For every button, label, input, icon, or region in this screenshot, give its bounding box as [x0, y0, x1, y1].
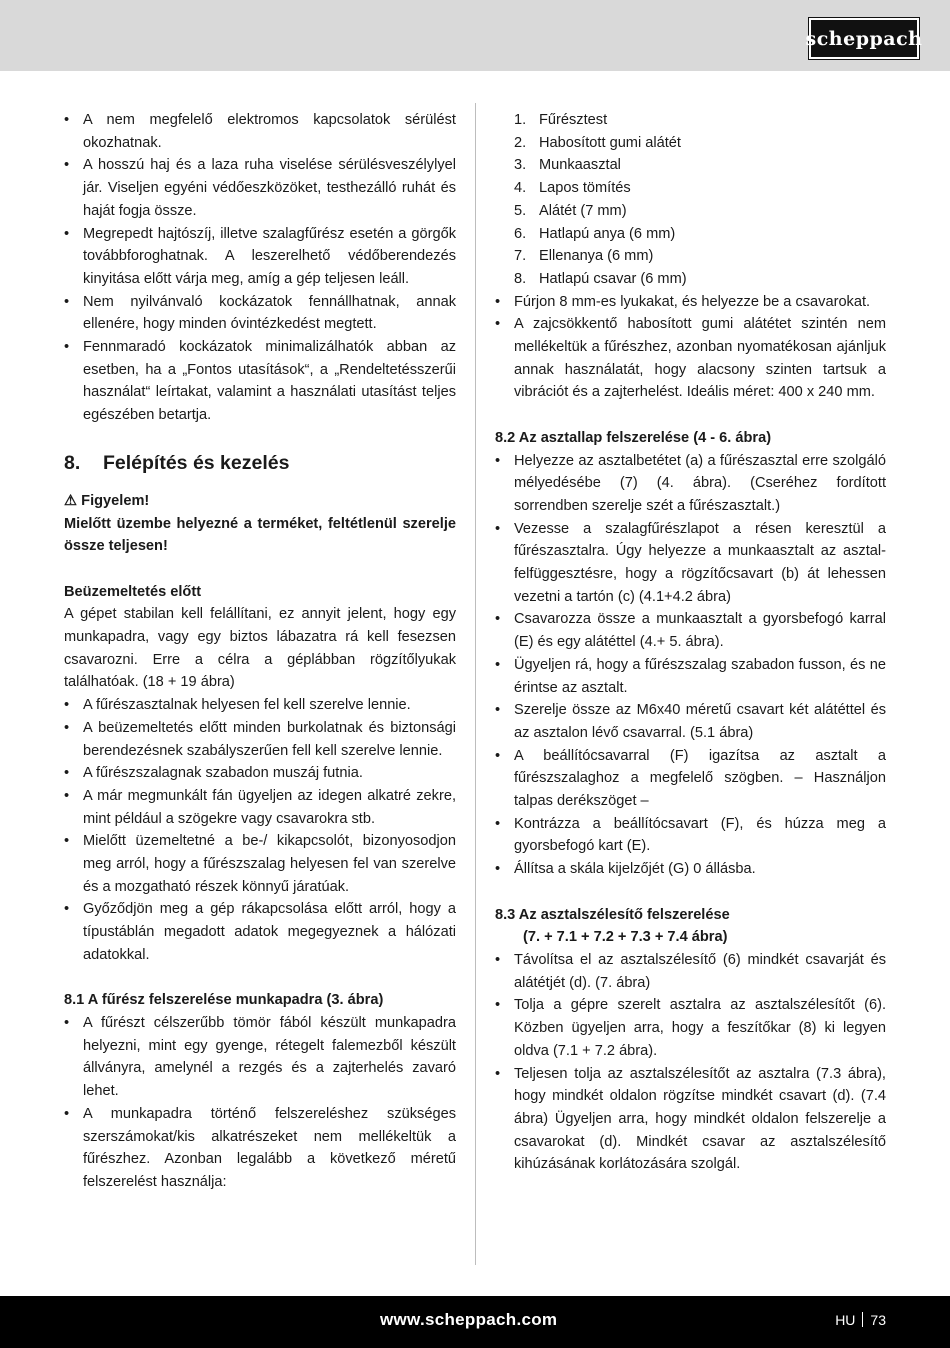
list-item: 8. Hatlapú csavar (6 mm)	[514, 270, 687, 287]
table-extension-list	[495, 949, 886, 1176]
subsection-heading: 8.1 A fűrész felszerelése munkapadra (3. ábra)	[64, 992, 384, 1009]
section-title: Felépítés és kezelés	[103, 451, 290, 474]
warning-icon: ⚠	[64, 492, 78, 509]
list-item: • Nem nyilvánvaló kockázatok fennállhatnak, annak ellenére, hogy minden óvintézkedést megtett.	[64, 291, 456, 336]
column-divider	[475, 103, 476, 1265]
list-item: • Vezesse a szalagfűrészlapot a résen keresztül a fűrészasztalra. Úgy helyezze a munkaasztalt az asztal-felfüggesztésre, hogy a rögzítőcsavart (b) át lehessen vezetni a tartón (c) (4.1+4.2 ábra)	[495, 518, 886, 609]
list-item: • Teljesen tolja az asztalszélesítőt az asztalra (7.3 ábra), hogy mindkét oldalon rögzítse mindkét csavart (d). (7.4 ábra) Ügyeljen arra, hogy mindkét oldalon felszerelje a csavarokat (d). Mindkét csavar az asztalszélesítő kihúzásának korlátozására szolgál.	[495, 1063, 886, 1177]
safety-list	[64, 109, 456, 427]
list-item: • A beállítócsavarral (F) igazítsa az asztalt a fűrészszalaghoz a megfelelő szögben. – Használjon talpas derékszöget –	[495, 745, 886, 813]
list-item: • Mielőtt üzemeltetné a be-/ kikapcsolót, bizonyosodjon meg arról, hogy a fűrészszalag helyesen fel van szerelve és a mozgatható részek könnyű járatúak.	[64, 830, 456, 898]
brand-logo: scheppach	[809, 18, 919, 59]
page-number: 73	[870, 1312, 886, 1328]
list-item: 1. Fűrésztest	[514, 112, 608, 128]
subsection-heading: 8.2 Az asztallap felszerelése (4 - 6. ábra)	[495, 429, 772, 446]
list-item: • Ügyeljen rá, hogy a fűrészszalag szabadon fusson, és ne érintse az asztalt.	[495, 654, 886, 699]
list-item: • A zajcsökkentő habosított gumi alátétet szintén nem mellékeltük a fűrészhez, azonban nyomatékosan ajánljuk annak használatát, hogy alacsony szinten tartsuk a vibrációt és a zajterhelést. Ideális méret: 400 x 240 mm.	[495, 313, 886, 404]
separator	[862, 1312, 863, 1327]
before-list	[64, 694, 456, 966]
list-item: • Helyezze az asztalbetétet (a) a fűrészasztal erre szolgáló mélyedésébe (7) (4. ábra). (Cseréhez fordított sorrendben szerelje szét a fűrészasztalt.)	[495, 450, 886, 518]
list-item: 2. Habosított gumi alátét	[514, 134, 681, 151]
subsection-heading-figures: (7. + 7.1 + 7.2 + 7.3 + 7.4 ábra)	[523, 929, 728, 946]
page-footer	[0, 1296, 950, 1348]
page-indicator	[835, 1312, 886, 1328]
list-item: 5. Alátét (7 mm)	[514, 202, 627, 219]
page-header	[0, 0, 950, 71]
list-item: • A fűrészasztalnak helyesen fel kell szerelve lennie.	[64, 694, 456, 717]
warning-heading	[64, 490, 456, 513]
right-column	[495, 109, 886, 1176]
list-item: • A fűrészt célszerűbb tömör fából készült munkapadra helyezni, mint egy gyenge, rétegelt falemezből készült állványra, amelynél a rezgés és a zajterhelés zavaró lehet.	[64, 1012, 456, 1103]
list-item: • Fúrjon 8 mm-es lyukakat, és helyezze be a csavarokat.	[495, 291, 886, 314]
section-number: 8.	[64, 451, 81, 474]
section-heading	[64, 450, 456, 476]
before-heading: Beüzemeltetés előtt	[64, 583, 202, 600]
table-mount-list	[495, 450, 886, 881]
list-item: • A beüzemeltetés előtt minden burkolatnak és biztonsági berendezésnek szabályszerűen fell kell szerelve lennie.	[64, 717, 456, 762]
list-item: 4. Lapos tömítés	[514, 180, 631, 197]
list-item: 3. Munkaasztal	[514, 157, 621, 174]
list-item: • Csavarozza össze a munkaasztalt a gyorsbefogó karral (E) és egy alátéttel (4.+ 5. ábra).	[495, 608, 886, 653]
drilling-list	[495, 291, 886, 405]
list-item: • Tolja a gépre szerelt asztalra az asztalszélesítőt (6). Közben ügyeljen arra, hogy a feszítőkar (8) ki legyen oldva (7.1 + 7.2 ábra).	[495, 994, 886, 1062]
language-code: HU	[835, 1312, 856, 1328]
workbench-list	[64, 1012, 456, 1194]
warning-text: Mielőtt üzembe helyezné a terméket, feltétlenül szerelje össze teljesen!	[64, 515, 456, 555]
left-column	[64, 109, 456, 1194]
list-item: • Kontrázza a beállítócsavart (F), és húzza meg a gyorsbefogó kart (E).	[495, 813, 886, 858]
list-item: • Állítsa a skála kijelzőjét (G) 0 állásba.	[495, 858, 886, 881]
list-item: • A nem megfelelő elektromos kapcsolatok sérülést okozhatnak.	[64, 109, 456, 154]
list-item: 7. Ellenanya (6 mm)	[514, 248, 654, 265]
list-item: • Győződjön meg a gép rákapcsolása előtt arról, hogy a típustáblán megadott adatok megegyeznek a hálózati adatokkal.	[64, 898, 456, 966]
list-item: • Távolítsa el az asztalszélesítő (6) mindkét csavarját és alátétjét (d). (7. ábra)	[495, 949, 886, 994]
website-link[interactable]: www.scheppach.com	[380, 1310, 558, 1329]
parts-list	[495, 109, 886, 291]
list-item: • A már megmunkált fán ügyeljen az idegen alkatré zekre, mint például a szögekre vagy csavarokra stb.	[64, 785, 456, 830]
list-item: • Szerelje össze az M6x40 méretű csavart két alátéttel és az asztalon lévő csavarral. (5.1 ábra)	[495, 699, 886, 744]
list-item: • A hosszú haj és a laza ruha viselése sérülésveszélylyel jár. Viseljen egyéni védőeszközöket, testhezálló ruhát és haját fogja össze.	[64, 154, 456, 222]
list-item: • Fennmaradó kockázatok minimalizálhatók abban az esetben, ha a „Fontos utasítások“, a „Rendeltetésszerűi használat“ leírtakat, valamint a használati utasítást teljes egészében betartja.	[64, 336, 456, 427]
list-item: • A fűrészszalagnak szabadon muszáj futnia.	[64, 762, 456, 785]
list-item: • Megrepedt hajtószíj, illetve szalagfűrész esetén a görgők továbbforoghatnak. A leszerelhető védőberendezés kinyitása előtt várja meg, amíg a gép teljesen leáll.	[64, 223, 456, 291]
list-item: 6. Hatlapú anya (6 mm)	[514, 225, 676, 242]
subsection-heading: 8.3 Az asztalszélesítő felszerelése	[495, 906, 730, 923]
warning-title: Figyelem!	[81, 492, 150, 509]
before-paragraph: A gépet stabilan kell felállítani, ez annyit jelent, hogy egy munkapadra, vagy egy biztos lábazatra rá kell fesezsen csavarozni. Erre a célra a géplábban rögzítőlyukak találhatóak. (18 + 19 ábra)	[64, 606, 456, 691]
list-item: • A munkapadra történő felszereléshez szükséges szerszámokat/kis alkatrészeket nem mellékeltük a fűrészhez. Azonban legalább a következő méretű felszerelést használja:	[64, 1103, 456, 1194]
